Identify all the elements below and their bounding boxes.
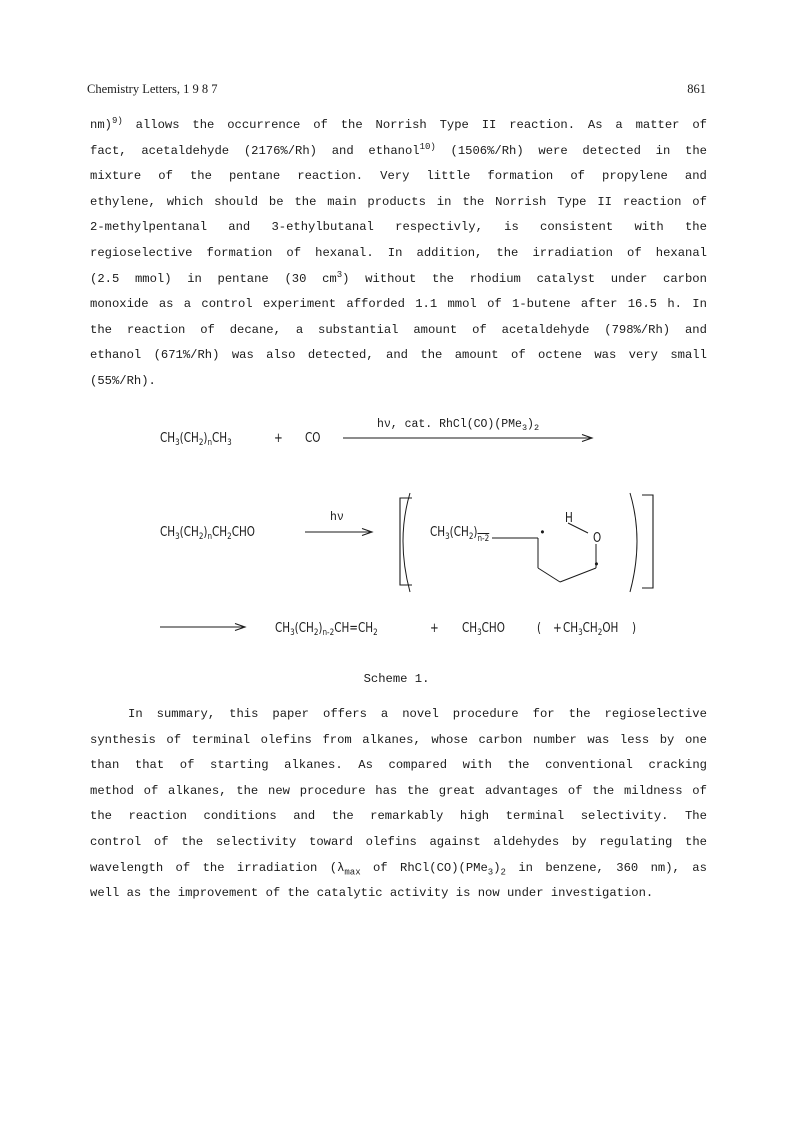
word: mmol) [134,271,172,286]
running-header-journal: Chemistry Letters, 1 9 8 7 [87,82,218,96]
text-line [90,779,707,805]
word: pentane [228,169,281,184]
subscript: 2 [597,628,603,638]
text-run: CHO [481,621,505,636]
word: has [375,783,398,798]
text-line [90,804,707,830]
word: the [181,834,204,849]
word: and [293,809,316,824]
word: of [158,169,173,184]
intermediate-chain [430,525,490,544]
word: alkanes. [284,758,343,773]
word: selectivity [215,834,297,849]
word: occurrence [227,118,301,132]
word: nm)$^{9)}$ [90,115,123,132]
word: this [229,707,259,721]
word: main [327,194,357,209]
word: starting [210,758,269,773]
word: of [570,169,585,184]
text-run: CH [160,431,176,446]
subscript: 2 [313,628,319,638]
subscript: 3 [445,532,450,542]
word: substantial [318,322,399,337]
word: number [532,732,577,747]
word: products [367,194,426,209]
word: that [134,758,165,773]
word: selectivity. [580,809,669,824]
subscript: 2 [227,532,232,542]
word: decane, [229,322,281,337]
word: remarkably [370,809,444,824]
subscript: 2 [373,628,378,638]
word: and [386,348,408,363]
word: a [615,118,623,132]
word: regulating [599,834,673,849]
plus-sign-3: + [553,621,562,636]
word: the [420,348,443,363]
subscript: 3 [487,867,494,877]
word: one [684,732,707,747]
paren-open: ( [537,621,542,636]
text-run: ) [473,525,478,540]
word: the [202,860,225,875]
text-line [90,856,707,882]
word: of [692,118,707,132]
word: monoxide [90,297,149,312]
subscript: 2 [500,867,506,877]
text-line [90,702,707,728]
word: catalytic [316,886,383,901]
bracket-right [642,495,653,588]
word: reaction. [509,118,576,132]
word: with [634,220,664,235]
word: the [294,194,317,209]
word: cracking [648,758,707,773]
word: and [228,220,251,235]
radical-dot-2: • [593,559,600,572]
word: and [331,143,354,158]
word: h. [667,297,682,312]
word: procedure [299,783,366,798]
subscript: 2 [198,532,204,542]
subscript: 2 [198,438,204,448]
subscript: 3 [477,628,482,638]
product-ethanol [563,621,619,638]
word: the [287,886,310,901]
word: a [380,707,389,721]
product-terminal-olefin [275,621,378,638]
word: the [192,118,215,132]
text-run: (CH [449,525,469,540]
word: the [340,118,363,132]
word: matter [635,118,680,132]
word: was [594,348,617,363]
word: than [90,758,120,773]
word: (55%/Rh). [90,373,156,388]
word: of [313,118,328,132]
text-line [90,753,707,779]
paren-right [630,493,637,592]
product-acetaldehyde [462,621,505,638]
word: is [455,886,471,901]
word: be [268,194,284,209]
word: of [472,322,487,337]
text-line [90,830,707,856]
word: advantages [485,783,559,798]
word: without [365,271,417,286]
text-run: CH [563,621,579,636]
word: 2-methylpentanal [90,220,208,235]
word: the [189,169,212,184]
word: is [504,220,519,235]
word: paper [272,707,309,721]
subscript: n [207,438,213,448]
word: As [587,118,603,132]
word: reaction [622,194,682,209]
subscript: 3 [290,628,295,638]
word: of [143,783,159,798]
word: the [496,245,519,260]
word: hexanal. [315,245,374,260]
word: Very [380,169,410,184]
word: ethylene, [90,194,156,209]
word: great [438,783,476,798]
text-run: OH [602,621,619,636]
subscript: max [344,867,361,877]
oxygen-atom-label: O [593,531,602,546]
word: should [214,194,259,209]
word: whose [431,732,468,747]
word: from [322,732,352,747]
word: pentane [217,271,269,286]
word: as [158,297,174,312]
word: (30 [284,271,307,286]
word: In [692,297,707,312]
text-run: (CH [179,431,199,446]
word: in [436,194,452,209]
word: alkanes, [362,732,421,747]
word: (2.5 [90,271,120,286]
word: $RhCl(CO)(PMe_3)_2$ [400,860,506,877]
word: regioselective [90,245,193,260]
word: aldehydes [493,834,560,849]
word: of [200,322,215,337]
word: formation [206,245,273,260]
word: and [684,322,707,337]
word: of [286,245,302,260]
word: regioselective [604,707,707,721]
word: In [128,707,143,721]
word: afforded [346,297,405,312]
word: nm), [650,860,680,875]
word: the [462,194,485,209]
text-run: (CH [294,621,314,636]
word: The [684,809,707,824]
word: novel [402,707,439,721]
word: mildness [624,783,683,798]
word: II [597,194,612,209]
word: Norrish [375,118,427,132]
word: olefins [365,834,417,849]
word: well [90,886,120,901]
word: olefins [260,732,312,747]
subscript: 3 [521,423,528,433]
subscript: 3 [227,438,232,448]
word: synthesis [90,732,156,747]
word: II [481,118,497,132]
word: terminal [505,809,565,824]
word: experiment [262,297,337,312]
word: acetaldehyde [501,322,590,337]
word: respectivly, [395,220,483,235]
word: for [532,707,555,721]
word: of [265,886,281,901]
word: as [692,860,707,875]
word: mixture [90,169,142,184]
word: the [432,271,454,286]
word: Type [557,194,587,209]
text-run: ) [203,431,208,446]
word: 1-butene [512,297,571,312]
word: rhodium [469,271,521,286]
word: (798%/Rh) [604,322,671,337]
word: the [568,707,591,721]
word: of [692,194,707,209]
word: irradiation [532,245,613,260]
word: of [511,348,526,363]
word: the [684,220,707,235]
word: less [619,732,650,747]
word: 3-ethylbutanal [271,220,374,235]
word: reaction [126,322,186,337]
word: after [580,297,618,312]
intermediate-chain-formula [430,525,477,540]
word: by [571,834,587,849]
intermediate-chain-subscript: n-2 [477,534,490,544]
word: Type [439,118,469,132]
word: of [627,245,642,260]
word: of [175,860,191,875]
word: improvement [177,886,259,901]
word: compared [388,758,448,773]
word: carbon [663,271,707,286]
word: conventional [545,758,633,773]
word: conditions [203,809,277,824]
word: of [487,297,502,312]
word: was [231,348,254,363]
word: with [462,758,492,773]
word: very [628,348,658,363]
text-run: CH [212,431,228,446]
word: procedure [452,707,519,721]
word: control [201,297,253,312]
word: were [538,143,568,158]
word: the [406,783,429,798]
word: of [166,732,182,747]
word: addition, [416,245,483,260]
subscript: n-2 [322,628,335,638]
word: in [655,143,671,158]
word: ethanol$^{10)}$ [368,141,436,158]
reactant-carbon-monoxide: CO [305,431,321,446]
word: alkanes, [168,783,227,798]
text-run: CH [212,525,228,540]
word: the [90,809,112,824]
word: detected [582,143,641,158]
subscript: 3 [175,438,180,448]
word: ($\lambda_{max}$ [329,860,361,877]
word: 360 [616,860,639,875]
scheme-caption: Scheme 1. [363,672,430,686]
word: now [477,886,500,901]
word: reaction. [297,169,364,184]
word: in [187,271,202,286]
text-run: CH [160,525,176,540]
word: high [459,809,490,824]
word: ethanol [90,348,142,363]
superscript: 9) [111,115,123,126]
word: against [429,834,481,849]
text-run: CH [275,621,291,636]
word: which [166,194,204,209]
word: of [692,783,707,798]
text-run: CHO [231,525,255,540]
word: wavelength [90,860,164,875]
word: propylene [602,169,668,184]
word: method [90,783,134,798]
word: fact, [90,143,127,158]
reaction-conditions-1 [377,419,539,431]
word: of [567,783,583,798]
word: a [295,322,304,337]
word: toward [309,834,353,849]
paren-close: ) [632,621,637,636]
word: amount [454,348,499,363]
word: as [126,886,142,901]
word: carbon [478,732,523,747]
word: the [148,886,171,901]
word: formation [487,169,554,184]
word: investigation. [550,886,654,901]
plus-sign-1: + [274,431,283,446]
paragraph-summary [90,702,707,907]
reactant-aldehyde [160,525,255,542]
subscript: 2 [533,423,540,433]
word: catalyst [536,271,596,286]
superscript: 10) [419,141,436,152]
word: allows [135,118,180,132]
word: of [153,834,169,849]
text-run: CH [582,621,598,636]
subscript: 3 [578,628,583,638]
word: As [358,758,373,773]
word: small [670,348,707,363]
word: $cm^3$) [322,269,350,286]
word: (1506%/Rh) [450,143,524,158]
word: (671%/Rh) [153,348,220,363]
word: octene [538,348,582,363]
word: detected, [307,348,374,363]
word: (2176%/Rh) [243,143,317,158]
text-run: CH=CH [334,621,374,636]
word: the [236,783,259,798]
page-number: 861 [687,82,706,96]
word: by [659,732,675,747]
word: offers [323,707,367,721]
word: benzene, [545,860,604,875]
word: the [331,809,354,824]
word: hexanal [655,245,707,260]
word: under [610,271,648,286]
text-run: CH [430,525,446,540]
word: a [183,297,192,312]
word: summary, [156,707,216,721]
text-run: ) [203,525,208,540]
word: mmol [447,297,477,312]
text-run: ) [318,621,323,636]
text-run: CH [462,621,478,636]
plus-sign-2: + [430,621,439,636]
word: Norrish [495,194,547,209]
paren-left [403,493,410,592]
word: 1.1 [415,297,438,312]
word: of [179,758,195,773]
word: amount [413,322,458,337]
word: of [372,860,388,875]
word: new [268,783,290,798]
subscript: 2 [468,532,474,542]
word: activity [389,886,449,901]
hydrogen-atom-label: H [565,511,573,526]
radical-dot-1: • [539,527,546,540]
word: the [592,783,615,798]
word: 16.5 [627,297,657,312]
word: consistent [540,220,614,235]
text-run: (CH [179,525,199,540]
word: the [90,322,112,337]
word: was [587,732,610,747]
word: control [90,834,142,849]
ring-bond-bottom-right [560,568,596,582]
word: irradiation [236,860,318,875]
word: in [518,860,533,875]
word: acetaldehyde [141,143,230,158]
word: the [507,758,530,773]
word: also [266,348,296,363]
reactant-alkane [160,431,232,448]
word: little [426,169,471,184]
word: under [506,886,544,901]
text-run: hν, cat. RhCl(CO)(PMe [377,418,522,431]
word: and [684,169,707,184]
ring-bond-bottom-left [538,568,560,582]
word: reaction [128,809,187,824]
word: terminal [191,732,251,747]
word: the [685,834,707,849]
superscript: 3 [336,269,343,280]
reaction-conditions-2: hν [330,511,344,524]
word: In [387,245,403,260]
text-line [90,728,707,754]
text-line [90,881,707,907]
text-run: ) [527,418,534,431]
subscript: 3 [175,532,180,542]
word: the [685,143,707,158]
subscript: n [207,532,213,542]
